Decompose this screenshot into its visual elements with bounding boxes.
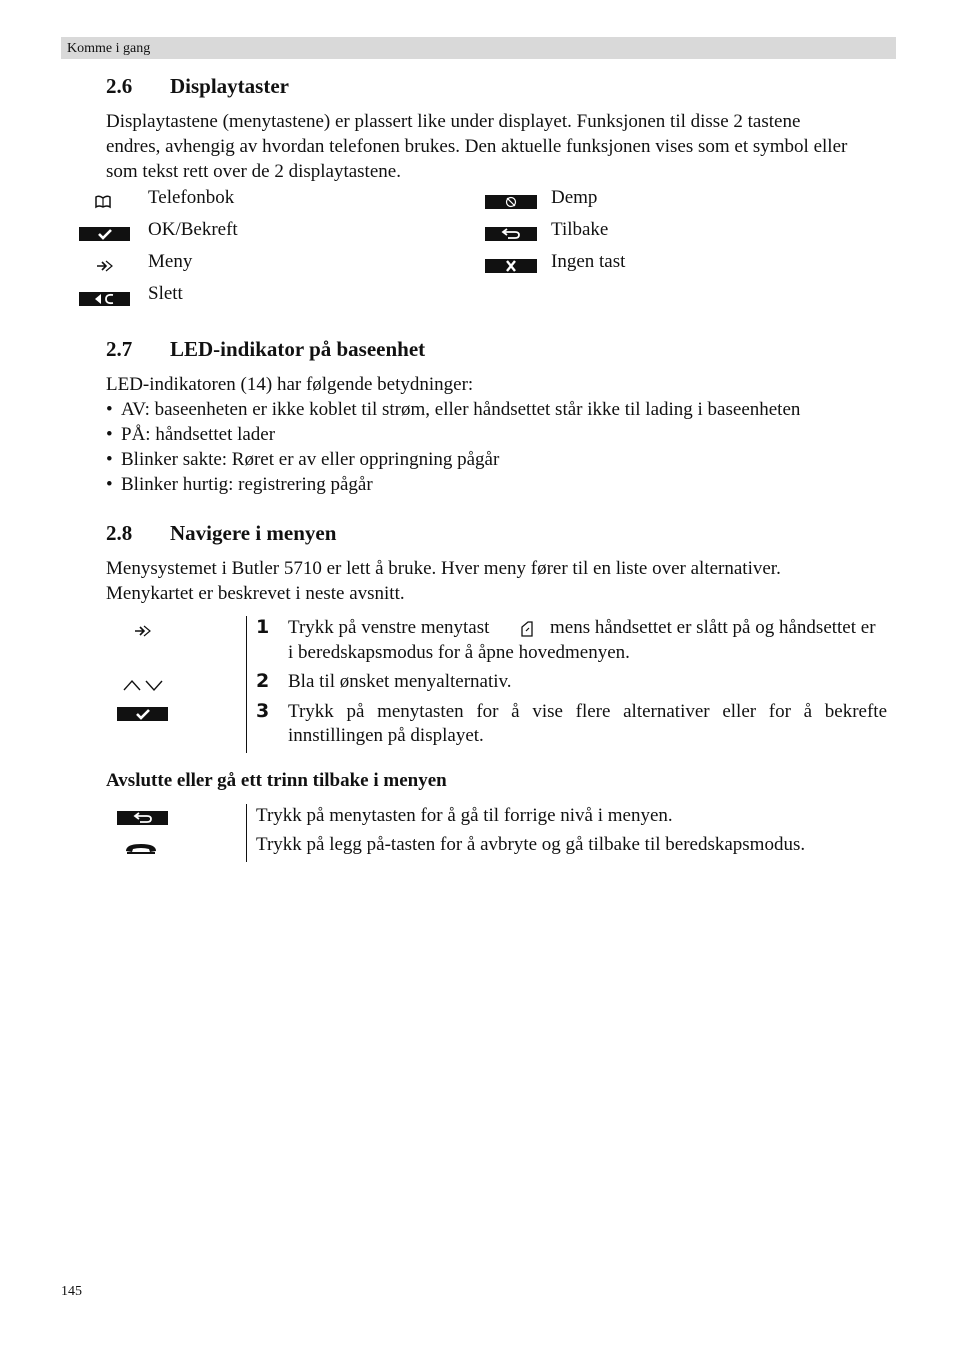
paragraph-line: Displaytastene (menytastene) er plassert like under displayet. Funksjonen til disse 2 tastene — [106, 111, 801, 132]
delete-icon — [79, 292, 130, 306]
list-item-text: Blinker hurtig: registrering pågår — [121, 474, 373, 495]
key-label-demp: Demp — [551, 187, 598, 208]
bullet-marker: • — [106, 449, 113, 470]
step-1-text-before: Trykk på venstre menytast — [288, 617, 490, 638]
section-title: Navigere i menyen — [170, 521, 337, 545]
list-item — [106, 397, 906, 422]
section-2-7-body — [106, 372, 906, 497]
menu-arrow-icon — [134, 623, 152, 639]
key-label-ingen-tast: Ingen tast — [551, 251, 626, 272]
subheading-exit-menu: Avslutte eller gå ett trinn tilbake i menyen — [106, 770, 447, 791]
list-item-text: AV: baseenheten er ikke koblet til strøm, eller håndsettet står ikke til lading i baseenheten — [121, 399, 801, 420]
step-number: 2 — [256, 670, 270, 692]
paragraph-line: Menysystemet i Butler 5710 er lett å bruke. Hver meny fører til en liste over alternativer. — [106, 558, 781, 579]
key-label-ok: OK/Bekreft — [148, 219, 238, 240]
list-item — [106, 472, 906, 497]
section-2-8-paragraph — [106, 556, 906, 606]
list-item-text: Blinker sakte: Røret er av eller oppringning pågår — [121, 449, 500, 470]
mute-icon — [485, 195, 537, 209]
check-icon — [117, 707, 168, 721]
phonebook-icon — [94, 194, 112, 210]
section-title: LED-indikator på baseenhet — [170, 337, 426, 361]
list-item-text: PÅ: håndsettet lader — [121, 424, 276, 445]
list-item — [106, 422, 906, 447]
up-down-arrows-icon — [122, 677, 164, 693]
bullet-marker: • — [106, 399, 113, 420]
bullet-marker: • — [106, 474, 113, 495]
check-icon — [79, 227, 130, 241]
section-heading-2-6 — [106, 74, 289, 98]
exit-line-back: Trykk på menytasten for å gå til forrige nivå i menyen. — [256, 805, 673, 826]
paragraph-line: endres, avhengig av hvordan telefonen brukes. Den aktuelle funksjonen vises som et symbol eller — [106, 136, 848, 157]
running-header: Komme i gang — [67, 41, 151, 56]
back-icon — [117, 811, 168, 825]
hang-up-icon — [124, 840, 158, 856]
step-number: 3 — [256, 700, 270, 722]
bullet-marker: • — [106, 424, 113, 445]
paragraph-line: Menykartet er beskrevet i neste avsnitt. — [106, 583, 405, 604]
section-heading-2-7 — [106, 337, 425, 361]
section-number: 2.8 — [106, 521, 133, 545]
exit-divider — [246, 804, 247, 862]
list-item — [106, 447, 906, 472]
step-divider — [246, 616, 247, 753]
key-label-tilbake: Tilbake — [551, 219, 609, 240]
cross-icon — [485, 259, 537, 273]
paragraph-line: som tekst rett over de 2 displaytastene. — [106, 161, 401, 182]
section-number: 2.7 — [106, 337, 133, 361]
step-3-line-2: innstillingen på displayet. — [288, 725, 484, 746]
page-number: 145 — [61, 1284, 82, 1299]
key-label-slett: Slett — [148, 283, 183, 304]
step-3-line-1: Trykk på menytasten for å vise flere alternativer eller for å bekrefte — [288, 701, 887, 722]
menu-arrow-icon — [96, 258, 114, 274]
intro-text: LED-indikatoren (14) har følgende betydninger: — [106, 374, 474, 395]
header-bar — [61, 37, 896, 59]
back-icon — [485, 227, 537, 241]
key-label-telefonbok: Telefonbok — [148, 187, 235, 208]
section-2-6-paragraph — [106, 109, 906, 184]
section-heading-2-8 — [106, 521, 336, 545]
section-number: 2.6 — [106, 74, 133, 98]
key-label-meny: Meny — [148, 251, 193, 272]
exit-line-hangup: Trykk på legg på-tasten for å avbryte og gå tilbake til beredskapsmodus. — [256, 834, 806, 855]
step-1-line-2: i beredskapsmodus for å åpne hovedmenyen. — [288, 642, 630, 663]
step-1-text-after: mens håndsettet er slått på og håndsettet er — [550, 617, 876, 638]
section-title: Displaytaster — [170, 74, 289, 98]
step-number: 1 — [256, 616, 270, 638]
step-2-text: Bla til ønsket menyalternativ. — [288, 671, 512, 692]
left-menu-key-icon — [519, 620, 535, 637]
